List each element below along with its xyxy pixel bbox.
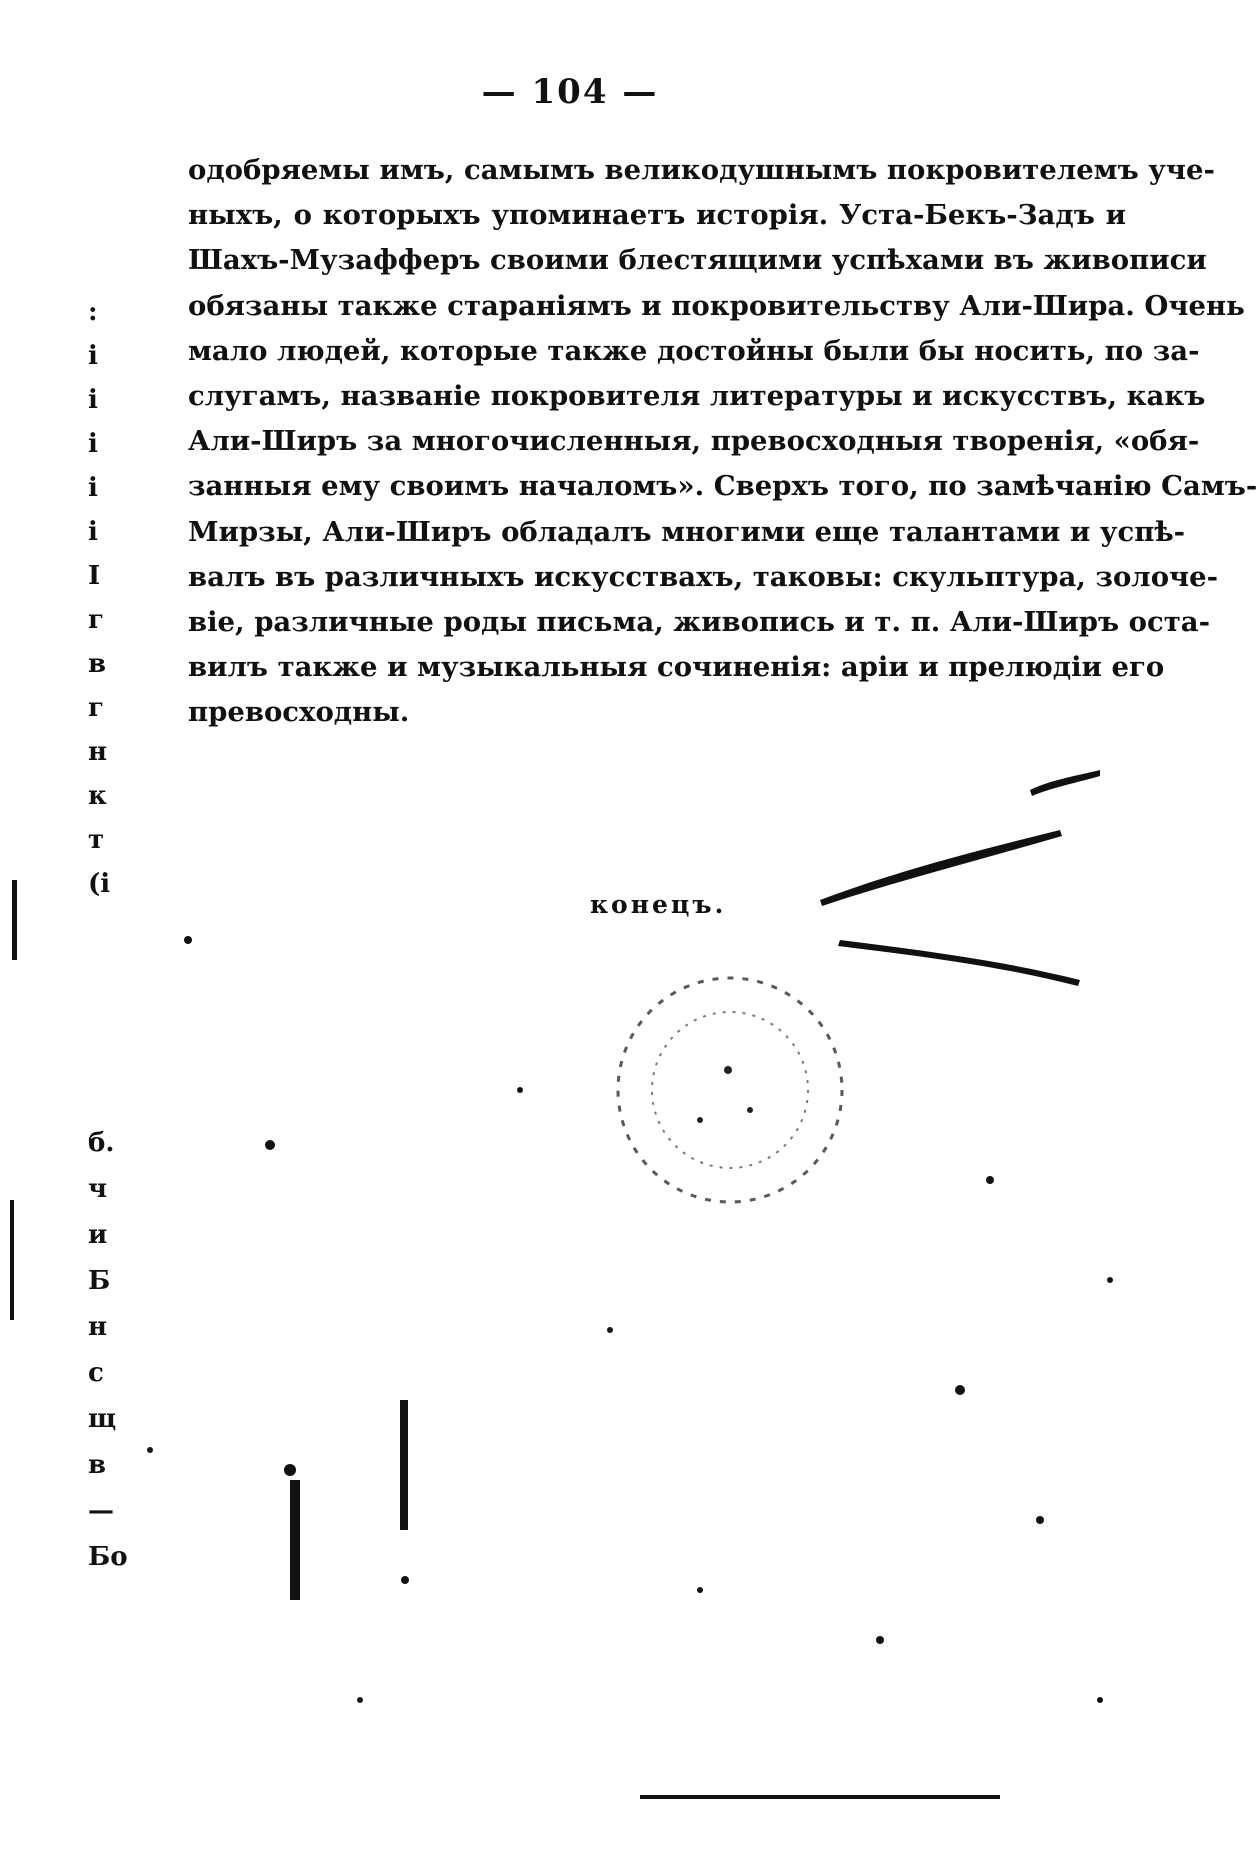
text-line: обязаны также стараніямъ и покровительству Али-Шира. Очень <box>188 289 1245 322</box>
margin-char: в <box>88 1450 107 1480</box>
text-line: віе, различные роды письма, живопись и т. п. Али-Ширъ оста- <box>188 606 1210 639</box>
margin-char: и <box>88 1220 108 1250</box>
body-text <box>188 148 1257 736</box>
margin-char: і <box>88 429 98 459</box>
margin-char: Бо <box>88 1542 128 1572</box>
margin-char: н <box>88 737 108 767</box>
margin-char: т <box>88 825 105 855</box>
text-line: мало людей, которые также достойны были бы носить, по за- <box>188 334 1200 367</box>
margin-char: ч <box>88 1174 108 1204</box>
margin-char: щ <box>88 1404 117 1434</box>
text-line: Али-Ширъ за многочисленныя, превосходныя творенія, «обя- <box>188 425 1200 458</box>
margin-fragment-upper <box>88 290 128 906</box>
margin-char: і <box>88 473 98 503</box>
margin-char: і <box>88 385 98 415</box>
margin-char: Б <box>88 1266 111 1296</box>
page-number: — 104 — <box>481 72 659 112</box>
margin-fragment-lower <box>88 1120 128 1580</box>
margin-char: в <box>88 649 107 679</box>
text-line: превосходны. <box>188 696 410 729</box>
text-line: ныхъ, о которыхъ упоминаетъ исторія. Уста-Бекъ-Задъ и <box>188 199 1126 232</box>
margin-char: : <box>88 297 98 327</box>
text-line: слугамъ, названіе покровителя литературы и искусствъ, какъ <box>188 380 1206 413</box>
text-line: вилъ также и музыкальныя сочиненія: аріи и прелюдіи его <box>188 651 1165 684</box>
text-line: Мирзы, Али-Ширъ обладалъ многими еще талантами и успѣ- <box>188 515 1186 548</box>
margin-char: І <box>88 561 101 591</box>
text-line: занныя ему своимъ началомъ». Сверхъ того, по замѣчанію Самъ- <box>188 470 1257 503</box>
margin-char: — <box>88 1496 114 1526</box>
library-stamp <box>600 960 860 1220</box>
end-mark: конецъ. <box>590 890 727 919</box>
text-line: одобряемы имъ, самымъ великодушнымъ покровителемъ уче- <box>188 154 1215 186</box>
margin-char: н <box>88 1312 108 1342</box>
margin-char: г <box>88 693 104 723</box>
margin-char: (і <box>88 869 111 899</box>
text-line: Шахъ-Музафферъ своими блестящими успѣхами въ живописи <box>188 244 1207 277</box>
margin-char: к <box>88 781 107 811</box>
text-line: валъ въ различныхъ искусствахъ, таковы: скульптура, золоче- <box>188 560 1219 593</box>
margin-char: і <box>88 341 98 371</box>
margin-char: і <box>88 517 98 547</box>
margin-char: с <box>88 1358 104 1388</box>
margin-char: г <box>88 605 104 635</box>
margin-char: б. <box>88 1128 115 1158</box>
